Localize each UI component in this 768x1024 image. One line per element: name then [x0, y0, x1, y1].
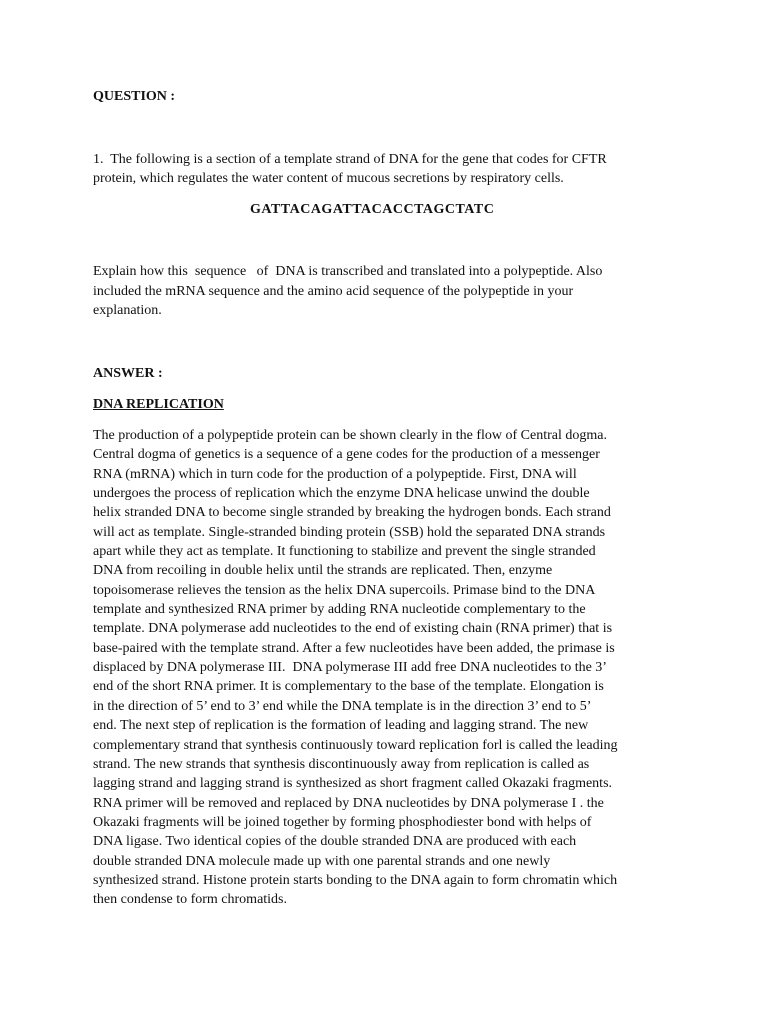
- answer-body: The production of a polypeptide protein can be shown clearly in the flow of Central dogma. Central dogma of genetics is a sequence of a gene codes for the production of a messenger RNA (mRNA) which in turn code for the production of a polypeptide. First, DNA will undergoes the process of replication which the enzyme DNA helicase unwind the double helix stranded DNA to become single stranded by breaking the hydrogen bonds. Each strand will act as template. Single-stranded binding protein (SSB) hold the separated DNA strands apart while they act as template. It functioning to stabilize and prevent the single stranded DNA from recoiling in double helix until the strands are replicated. Then, enzyme topoisomerase relieves the tension as the helix DNA supercoils. Primase bind to the DNA template and synthesized RNA primer by adding RNA nucleotide complementary to the template. DNA polymerase add nucleotides to the end of existing chain (RNA primer) that is base-paired with the template strand. After a few nucleotides have been added, the primase is displaced by DNA polymerase III. DNA polymerase III add free DNA nucleotides to the 3’ end of the short RNA primer. It is complementary to the base of the template. Elongation is in the direction of 5’ end to 3’ end while the DNA template is in the direction 3’ end to 5’ end. The next step of replication is the formation of leading and lagging strand. The new complementary strand that synthesis continuously toward replication forl is called the leading strand. The new strands that synthesis discontinuously away from replication is called as lagging strand and lagging strand is synthesized as short fragment called Okazaki fragments. RNA primer will be removed and replaced by DNA nucleotides by DNA polymerase I . the Okazaki fragments will be joined together by forming phosphodiester bond with helps of DNA ligase. Two identical copies of the double stranded DNA are produced with each double stranded DNA molecule made up with one parental strands and one newly synthesized strand. Histone protein starts bonding to the DNA again to form chromatin which then condense to form chromatids.: [93, 428, 618, 908]
- dna-sequence: GATTACAGATTACACCTAGCTATC: [250, 202, 495, 217]
- answer-heading: ANSWER :: [93, 366, 163, 381]
- question-heading: QUESTION :: [93, 89, 176, 104]
- question-instruction: Explain how this sequence of DNA is transcribed and translated into a polypeptide. Also included the mRNA sequence and the amino acid sequence of the polypeptide in your explanation.: [93, 264, 603, 318]
- question-text: 1. The following is a section of a template strand of DNA for the gene that codes for CFTR protein, which regulates the water content of mucous secretions by respiratory cells.: [93, 152, 607, 187]
- section-heading-dna-replication: DNA REPLICATION: [93, 397, 224, 412]
